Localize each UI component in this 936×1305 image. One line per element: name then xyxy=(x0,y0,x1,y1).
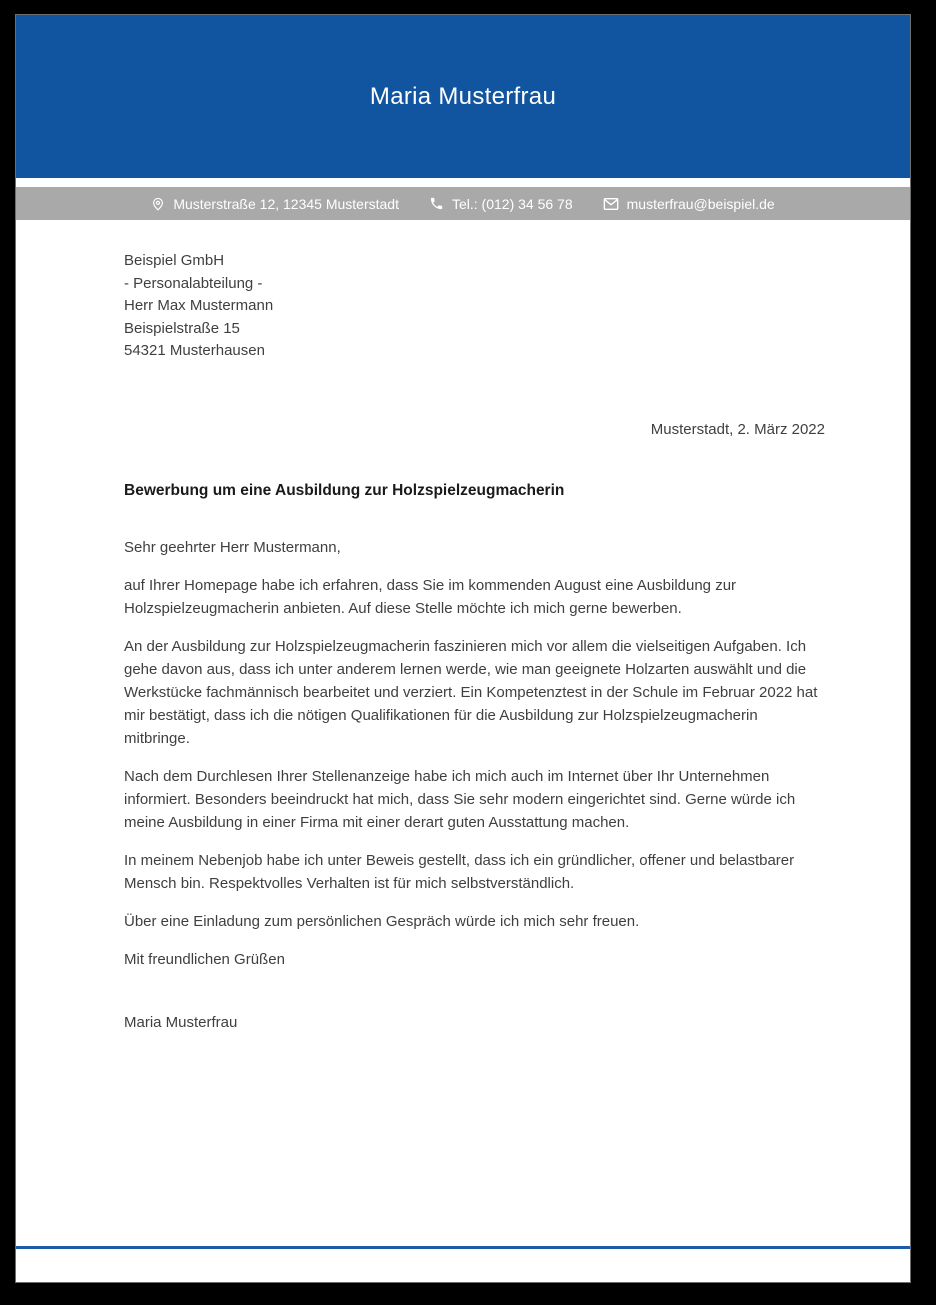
contact-address-text: Musterstraße 12, 12345 Musterstadt xyxy=(173,195,399,212)
contact-phone xyxy=(429,196,573,212)
letter-body xyxy=(124,250,825,1034)
location-pin-icon xyxy=(151,196,165,212)
phone-icon xyxy=(429,196,444,211)
contact-email xyxy=(603,196,775,212)
body-paragraph: Nach dem Durchlesen Ihrer Stellenanzeige habe ich mich auch im Internet über Ihr Unternehmen informiert. Besonders beeindruckt hat mich, dass Sie sehr modern eingerichtet sind. Gerne würde ich meine Ausbildung in einer Firma mit einer derart guten Ausstattung machen. xyxy=(124,767,796,831)
recipient-line: - Personalabteilung - xyxy=(124,274,263,292)
contact-phone-text: Tel.: (012) 34 56 78 xyxy=(451,195,573,212)
mail-icon xyxy=(603,197,619,211)
salutation: Sehr geehrter Herr Mustermann, xyxy=(124,538,341,556)
closing-formula: Mit freundlichen Grüßen xyxy=(124,950,285,968)
contact-bar xyxy=(16,187,910,220)
body-paragraph: auf Ihrer Homepage habe ich erfahren, dass Sie im kommenden August eine Ausbildung zur Holzspielzeugmacherin anbieten. Auf diese Stelle möchte ich mich gerne bewerben. xyxy=(124,576,737,617)
contact-email-text: musterfrau@beispiel.de xyxy=(626,195,775,212)
contact-address xyxy=(151,196,399,212)
signature-name: Maria Musterfrau xyxy=(124,1013,238,1031)
body-paragraph: Über eine Einladung zum persönlichen Gespräch würde ich mich sehr freuen. xyxy=(124,912,640,930)
footer-accent-line xyxy=(16,1246,910,1249)
recipient-line: Herr Max Mustermann xyxy=(124,297,274,314)
recipient-line: 54321 Musterhausen xyxy=(124,342,265,359)
date-line: Musterstadt, 2. März 2022 xyxy=(650,420,825,438)
recipient-line: Beispielstraße 15 xyxy=(124,319,240,337)
body-paragraph: In meinem Nebenjob habe ich unter Beweis gestellt, dass ich ein gründlicher, offener und belastbarer Mensch bin. Respektvolles Verhalten ist für mich selbstverständlich. xyxy=(124,851,795,892)
letter-header xyxy=(16,15,910,178)
recipient-line: Beispiel GmbH xyxy=(124,252,225,269)
letter-page xyxy=(16,15,910,1282)
sender-name: Maria Musterfrau xyxy=(369,82,557,110)
recipient-address-block xyxy=(124,250,825,363)
body-paragraph: An der Ausbildung zur Holzspielzeugmacherin faszinieren mich vor allem die vielseitigen Aufgaben. Ich gehe davon aus, dass ich unter anderem lernen werde, wie man geeignete Holzarten auswählt und die Werkstücke fachmännisch bearbeitet und verziert. Ein Kompetenztest in der Schule im Februar 2022 hat mir bestätigt, dass ich die nötigen Qualifikationen für die Ausbildung zur Holzspielzeugmacherin mitbringe. xyxy=(124,637,818,747)
subject-line: Bewerbung um eine Ausbildung zur Holzspielzeugmacherin xyxy=(124,481,565,499)
